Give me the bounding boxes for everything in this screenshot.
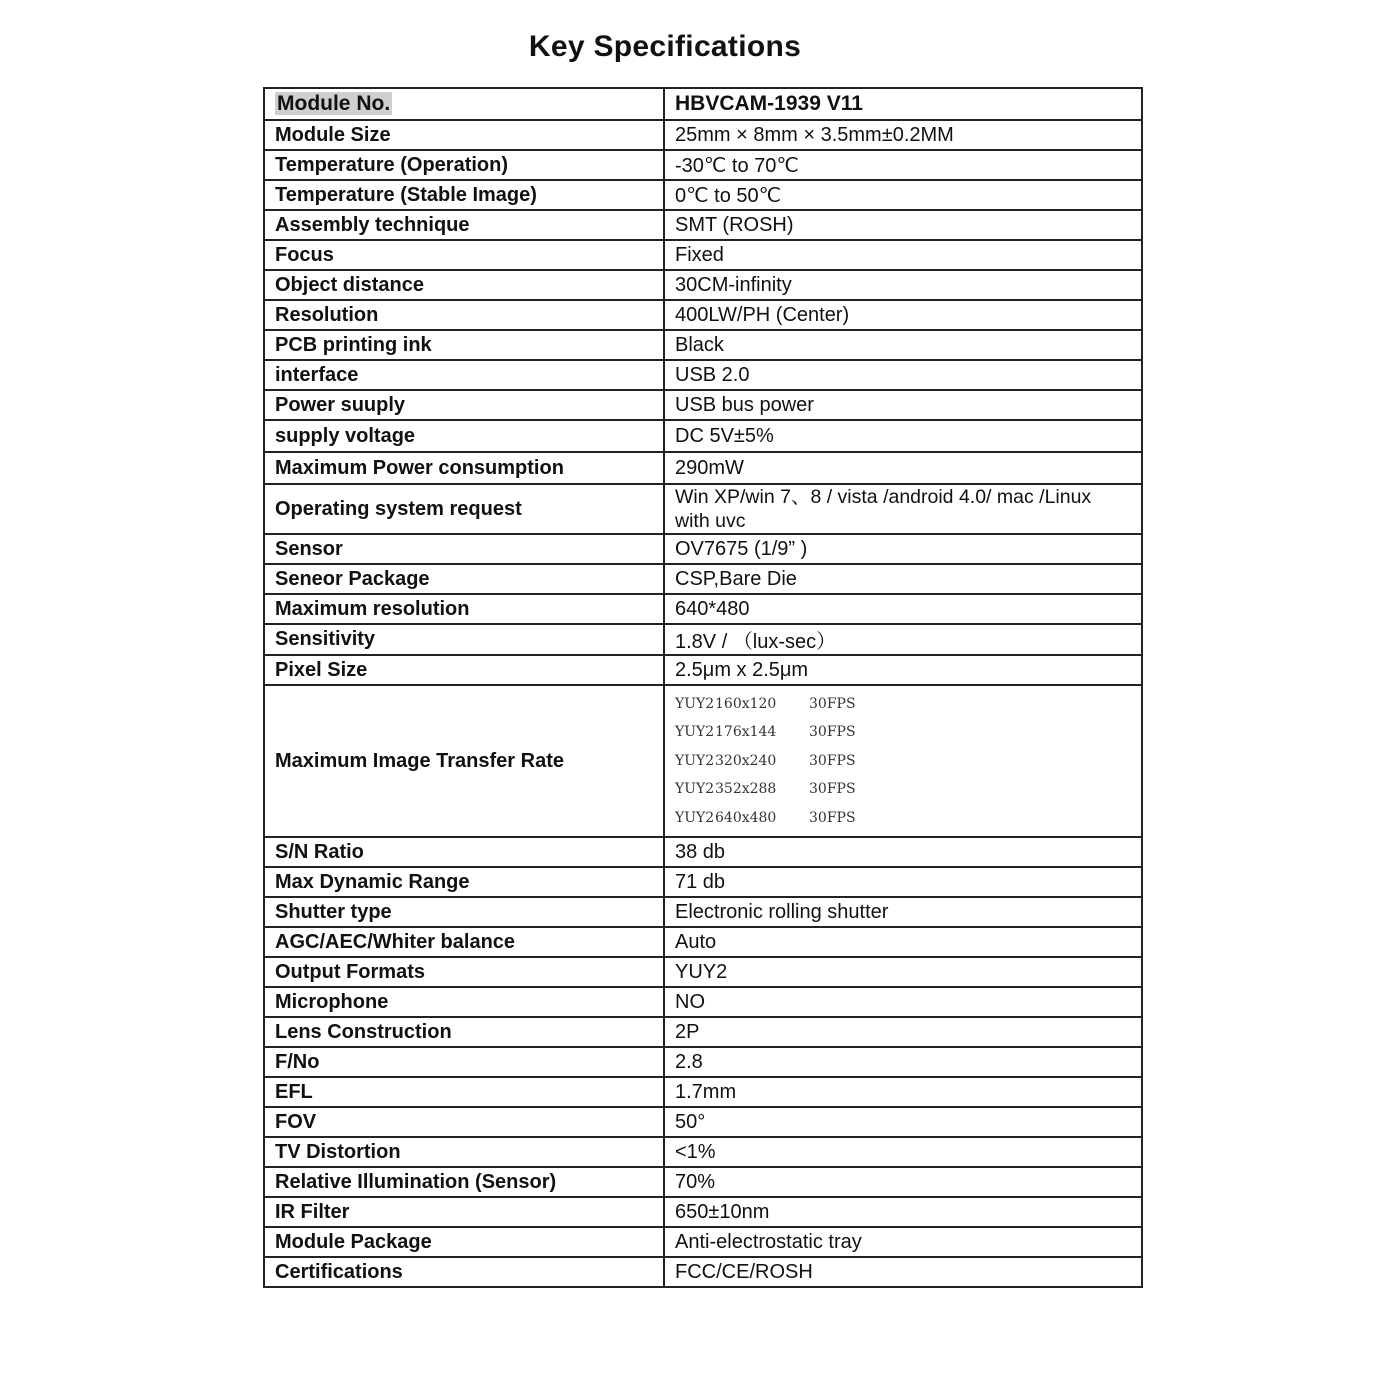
spec-value: 50° xyxy=(664,1107,1142,1137)
spec-label: Maximum Power consumption xyxy=(264,452,664,484)
table-row xyxy=(264,897,1142,927)
table-row xyxy=(264,655,1142,685)
page-title: Key Specifications xyxy=(528,30,802,63)
table-row xyxy=(264,987,1142,1017)
table-row xyxy=(264,1107,1142,1137)
module-no-label: Module No. xyxy=(277,92,391,115)
rate-fps: 30FPS xyxy=(809,781,856,798)
spec-value: 400LW/PH (Center) xyxy=(664,300,1142,330)
table-row xyxy=(264,330,1142,360)
spec-table-body xyxy=(264,88,1142,1287)
module-no-value: HBVCAM-1939 V11 xyxy=(664,88,1142,120)
table-row xyxy=(264,594,1142,624)
table-row xyxy=(264,452,1142,484)
spec-label: Module Size xyxy=(264,120,664,150)
spec-label: S/N Ratio xyxy=(264,837,664,867)
spec-value: Electronic rolling shutter xyxy=(664,897,1142,927)
transfer-rate-item xyxy=(675,718,1131,747)
transfer-rate-item xyxy=(675,690,1131,719)
spec-value: Fixed xyxy=(664,240,1142,270)
spec-label: Maximum resolution xyxy=(264,594,664,624)
spec-value: CSP,Bare Die xyxy=(664,564,1142,594)
spec-value: Win XP/win 7、8 / vista /android 4.0/ mac /Linux with uvc xyxy=(664,484,1142,534)
spec-value: USB 2.0 xyxy=(664,360,1142,390)
spec-label: Max Dynamic Range xyxy=(264,867,664,897)
table-row xyxy=(264,1017,1142,1047)
table-row xyxy=(264,390,1142,420)
rate-format: YUY2 xyxy=(675,724,715,741)
spec-label: Sensitivity xyxy=(264,624,664,655)
spec-label: Microphone xyxy=(264,987,664,1017)
spec-value: 1.8V / （lux-sec） xyxy=(664,624,1142,655)
spec-value: FCC/CE/ROSH xyxy=(664,1257,1142,1287)
spec-value: 290mW xyxy=(664,452,1142,484)
spec-label: Temperature (Operation) xyxy=(264,150,664,180)
spec-label: Resolution xyxy=(264,300,664,330)
spec-label: PCB printing ink xyxy=(264,330,664,360)
table-row xyxy=(264,837,1142,867)
rate-resolution: 160x120 xyxy=(715,695,777,712)
spec-value: <1% xyxy=(664,1137,1142,1167)
spec-label: Lens Construction xyxy=(264,1017,664,1047)
spec-table xyxy=(263,87,1143,1288)
table-row-transfer-rate xyxy=(264,685,1142,837)
transfer-rate-list xyxy=(664,685,1142,837)
spec-label: FOV xyxy=(264,1107,664,1137)
table-row xyxy=(264,120,1142,150)
spec-value: YUY2 xyxy=(664,957,1142,987)
table-row xyxy=(264,957,1142,987)
spec-value: -30℃ to 70℃ xyxy=(664,150,1142,180)
table-row xyxy=(264,1167,1142,1197)
spec-value: Auto xyxy=(664,927,1142,957)
table-row xyxy=(264,360,1142,390)
rate-resolution: 640x480 xyxy=(715,809,777,826)
table-row xyxy=(264,1137,1142,1167)
table-row xyxy=(264,1227,1142,1257)
spec-value: 2.5μm x 2.5μm xyxy=(664,655,1142,685)
table-row xyxy=(264,867,1142,897)
spec-label: IR Filter xyxy=(264,1197,664,1227)
spec-label: Module Package xyxy=(264,1227,664,1257)
rate-resolution: 176x144 xyxy=(715,724,777,741)
rate-format: YUY2 xyxy=(675,752,715,769)
spec-label: Operating system request xyxy=(264,484,664,534)
table-row xyxy=(264,150,1142,180)
table-row xyxy=(264,624,1142,655)
rate-resolution: 320x240 xyxy=(715,752,777,769)
spec-value: USB bus power xyxy=(664,390,1142,420)
table-row xyxy=(264,1197,1142,1227)
spec-value: 30CM-infinity xyxy=(664,270,1142,300)
spec-label: interface xyxy=(264,360,664,390)
table-row xyxy=(264,270,1142,300)
spec-value: 25mm × 8mm × 3.5mm±0.2MM xyxy=(664,120,1142,150)
spec-value: 640*480 xyxy=(664,594,1142,624)
transfer-rate-item xyxy=(675,747,1131,776)
spec-label: F/No xyxy=(264,1047,664,1077)
spec-label: TV Distortion xyxy=(264,1137,664,1167)
rate-fps: 30FPS xyxy=(809,752,856,769)
table-row xyxy=(264,240,1142,270)
spec-value: 2.8 xyxy=(664,1047,1142,1077)
spec-label: Certifications xyxy=(264,1257,664,1287)
transfer-rate-item xyxy=(675,775,1131,804)
transfer-rate-item xyxy=(675,804,1131,833)
rate-fps: 30FPS xyxy=(809,724,856,741)
spec-value: NO xyxy=(664,987,1142,1017)
table-row xyxy=(264,927,1142,957)
spec-value: 1.7mm xyxy=(664,1077,1142,1107)
table-row xyxy=(264,210,1142,240)
table-row-module-no xyxy=(264,88,1142,120)
table-row xyxy=(264,564,1142,594)
table-row xyxy=(264,534,1142,564)
spec-value: 71 db xyxy=(664,867,1142,897)
spec-label: Shutter type xyxy=(264,897,664,927)
spec-label: Pixel Size xyxy=(264,655,664,685)
spec-value: 38 db xyxy=(664,837,1142,867)
rate-format: YUY2 xyxy=(675,695,715,712)
spec-label: Maximum Image Transfer Rate xyxy=(264,685,664,837)
spec-label: Seneor Package xyxy=(264,564,664,594)
rate-fps: 30FPS xyxy=(809,809,856,826)
spec-value: 0℃ to 50℃ xyxy=(664,180,1142,210)
table-row xyxy=(264,300,1142,330)
spec-label: Focus xyxy=(264,240,664,270)
spec-label: Relative Illumination (Sensor) xyxy=(264,1167,664,1197)
spec-value: Black xyxy=(664,330,1142,360)
table-row xyxy=(264,420,1142,452)
spec-value: DC 5V±5% xyxy=(664,420,1142,452)
spec-label: Assembly technique xyxy=(264,210,664,240)
rate-fps: 30FPS xyxy=(809,695,856,712)
spec-label: EFL xyxy=(264,1077,664,1107)
table-row xyxy=(264,1257,1142,1287)
table-row xyxy=(264,180,1142,210)
spec-label: Temperature (Stable Image) xyxy=(264,180,664,210)
rate-format: YUY2 xyxy=(675,809,715,826)
spec-label: supply voltage xyxy=(264,420,664,452)
table-row xyxy=(264,484,1142,534)
table-row xyxy=(264,1047,1142,1077)
spec-label: Output Formats xyxy=(264,957,664,987)
spec-label: Sensor xyxy=(264,534,664,564)
spec-value: 650±10nm xyxy=(664,1197,1142,1227)
spec-label: Power suuply xyxy=(264,390,664,420)
spec-value: SMT (ROSH) xyxy=(664,210,1142,240)
spec-value: Anti-electrostatic tray xyxy=(664,1227,1142,1257)
spec-label: AGC/AEC/Whiter balance xyxy=(264,927,664,957)
spec-label: Object distance xyxy=(264,270,664,300)
spec-value: 70% xyxy=(664,1167,1142,1197)
spec-value: OV7675 (1/9” ) xyxy=(664,534,1142,564)
rate-resolution: 352x288 xyxy=(715,781,777,798)
spec-value: 2P xyxy=(664,1017,1142,1047)
spec-label xyxy=(264,88,664,120)
rate-format: YUY2 xyxy=(675,781,715,798)
table-row xyxy=(264,1077,1142,1107)
